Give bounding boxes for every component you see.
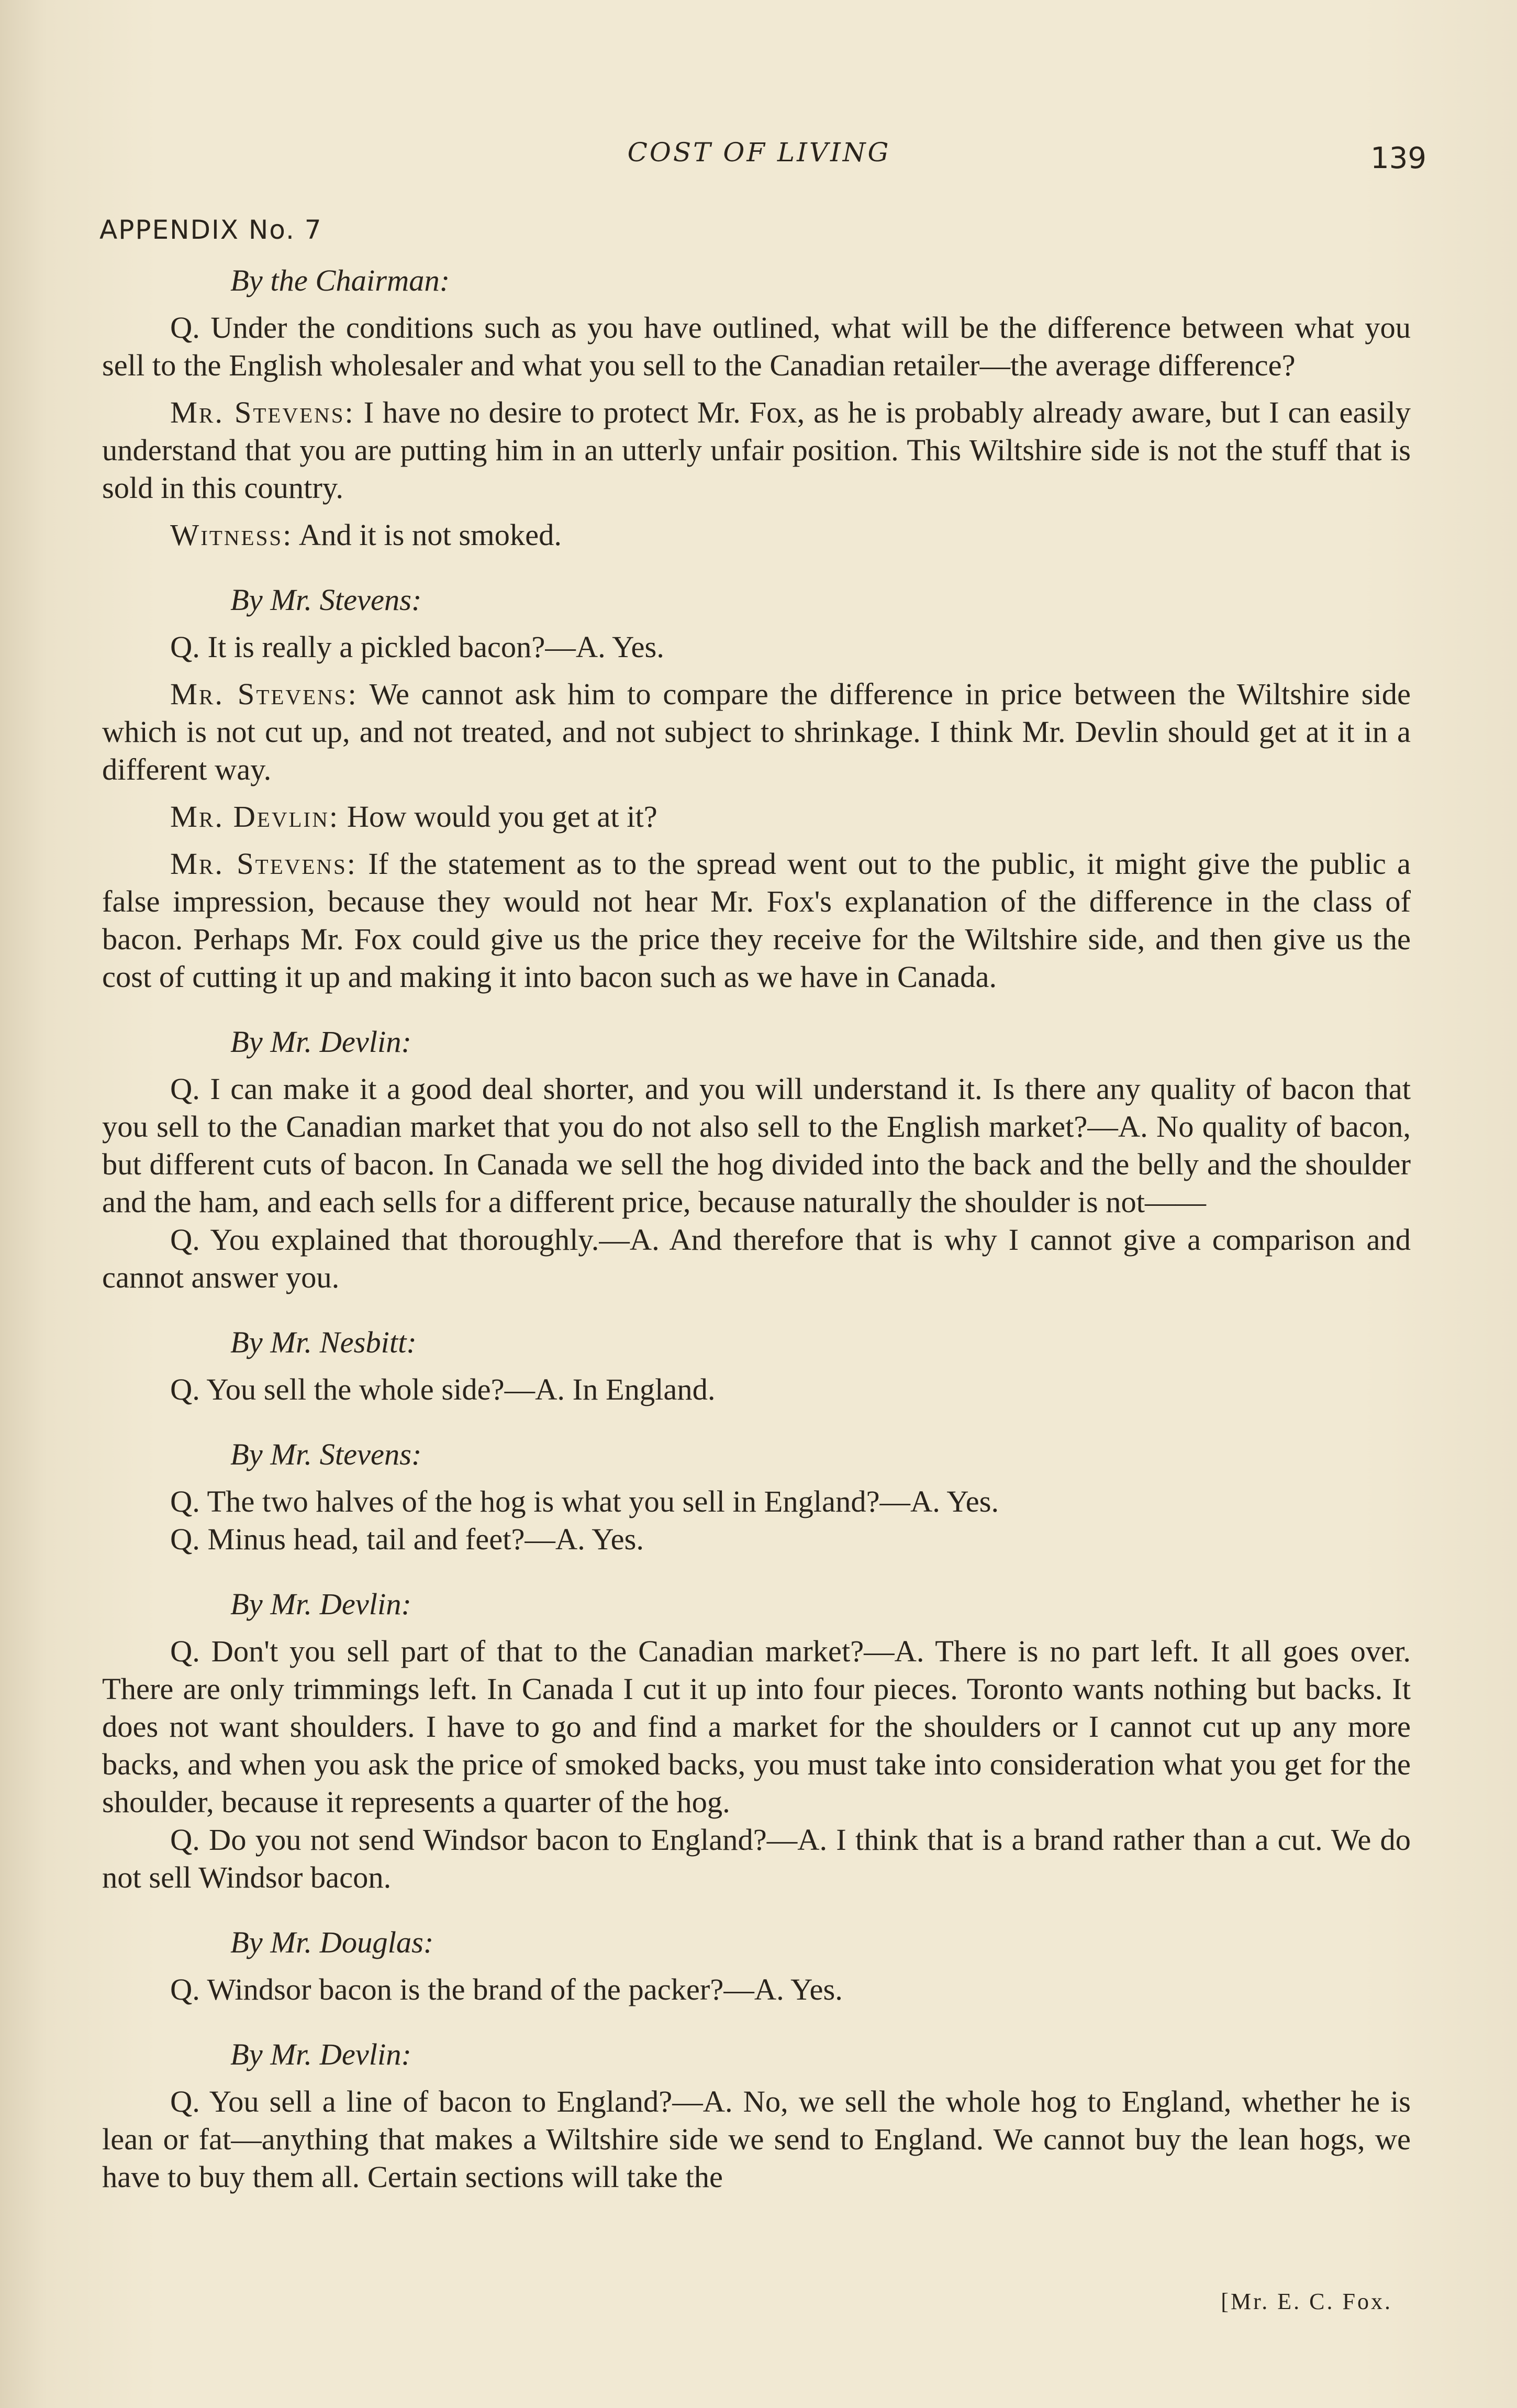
testimony-paragraph: Q. Windsor bacon is the brand of the packer?—A. Yes. (170, 1972, 843, 2006)
testimony-paragraph (102, 845, 1411, 996)
testimony-paragraph (102, 798, 1411, 836)
testimony-paragraph: Q. You explained that thoroughly.—A. And therefore that is why I cannot give a comparison and cannot answer you. (102, 1223, 1411, 1294)
examiner-heading: By Mr. Devlin: (230, 1025, 412, 1059)
page-number: 139 (1370, 141, 1426, 175)
speaker-name: Mr. Stevens: (170, 677, 358, 711)
examiner-heading: By Mr. Stevens: (230, 583, 422, 617)
testimony-paragraph (102, 394, 1411, 507)
testimony-paragraph: Q. Minus head, tail and feet?—A. Yes. (170, 1522, 644, 1556)
testimony-paragraph: Q. The two halves of the hog is what you sell in England?—A. Yes. (170, 1484, 999, 1518)
speaker-statement: We cannot ask him to compare the difference in price between the Wiltshire side which is not cut up, and not treated, and not subject to shrinkage. I think Mr. Devlin should get at it in a different way. (102, 677, 1411, 786)
testimony-paragraph (102, 516, 1411, 554)
examiner-heading: By the Chairman: (230, 263, 450, 297)
speaker-name: Mr. Stevens: (170, 847, 358, 881)
examiner-heading: By Mr. Devlin: (230, 2037, 412, 2071)
testimony-paragraph: Q. It is really a pickled bacon?—A. Yes. (170, 630, 664, 664)
running-header-title: COST OF LIVING (627, 137, 891, 168)
footer-speaker-note: [Mr. E. C. Fox. (1221, 2289, 1392, 2314)
examiner-heading: By Mr. Douglas: (230, 1925, 434, 1959)
testimony-paragraph: Q. Don't you sell part of that to the Canadian market?—A. There is no part left. It all goes over. There are only trimmings left. In Canada I cut it up into four pieces. Toronto wants nothing but backs. It does not want shoulders. I have to go and find a market for the shoulders or I cannot cut up any more backs, and when you ask the price of smoked backs, you must take into consideration what you get for the shoulder, because it represents a quarter of the hog. (102, 1634, 1411, 1819)
testimony-paragraph: Q. Under the conditions such as you have outlined, what will be the difference between what you sell to the English wholesaler and what you sell to the Canadian retailer—the average difference? (102, 310, 1411, 382)
appendix-label: APPENDIX No. 7 (99, 215, 322, 245)
examiner-heading: By Mr. Nesbitt: (230, 1325, 417, 1359)
speaker-name: Witness: (170, 518, 293, 552)
speaker-statement: I have no desire to protect Mr. Fox, as he is probably already aware, but I can easily understand that you are putting him in an utterly unfair position. This Wiltshire side is not the stuff that is sold in this country. (102, 395, 1411, 505)
examiner-heading: By Mr. Stevens: (230, 1437, 422, 1471)
testimony-paragraph: Q. Do you not send Windsor bacon to England?—A. I think that is a brand rather than a cut. We do not sell Windsor bacon. (102, 1823, 1411, 1894)
speaker-name: Mr. Devlin: (170, 800, 340, 834)
speaker-statement: How would you get at it? (339, 800, 657, 834)
transcript-body (102, 262, 1411, 2196)
speaker-statement: And it is not smoked. (293, 518, 562, 552)
speaker-name: Mr. Stevens: (170, 395, 355, 429)
testimony-paragraph: Q. I can make it a good deal shorter, and you will understand it. Is there any quality of bacon that you sell to the Canadian market that you do not also sell to the English market?—A. No quality of bacon, but different cuts of bacon. In Canada we sell the hog divided into the back and the belly and the shoulder and the ham, and each sells for a different price, because naturally the shoulder is not—— (102, 1072, 1411, 1219)
examiner-heading: By Mr. Devlin: (230, 1587, 412, 1621)
testimony-paragraph (102, 675, 1411, 789)
testimony-paragraph: Q. You sell a line of bacon to England?—A. No, we sell the whole hog to England, whether he is lean or fat—anything that makes a Wiltshire side we send to England. We cannot buy the lean hogs, we have to buy them all. Certain sections will take the (102, 2084, 1411, 2194)
testimony-paragraph: Q. You sell the whole side?—A. In England. (170, 1372, 716, 1406)
speaker-statement: If the statement as to the spread went out to the public, it might give the public a false impression, because they would not hear Mr. Fox's explanation of the difference in the class of bacon. Perhaps Mr. Fox could give us the price they receive for the Wiltshire side, and then give us the cost of cutting it up and making it into bacon such as we have in Canada. (102, 847, 1411, 994)
